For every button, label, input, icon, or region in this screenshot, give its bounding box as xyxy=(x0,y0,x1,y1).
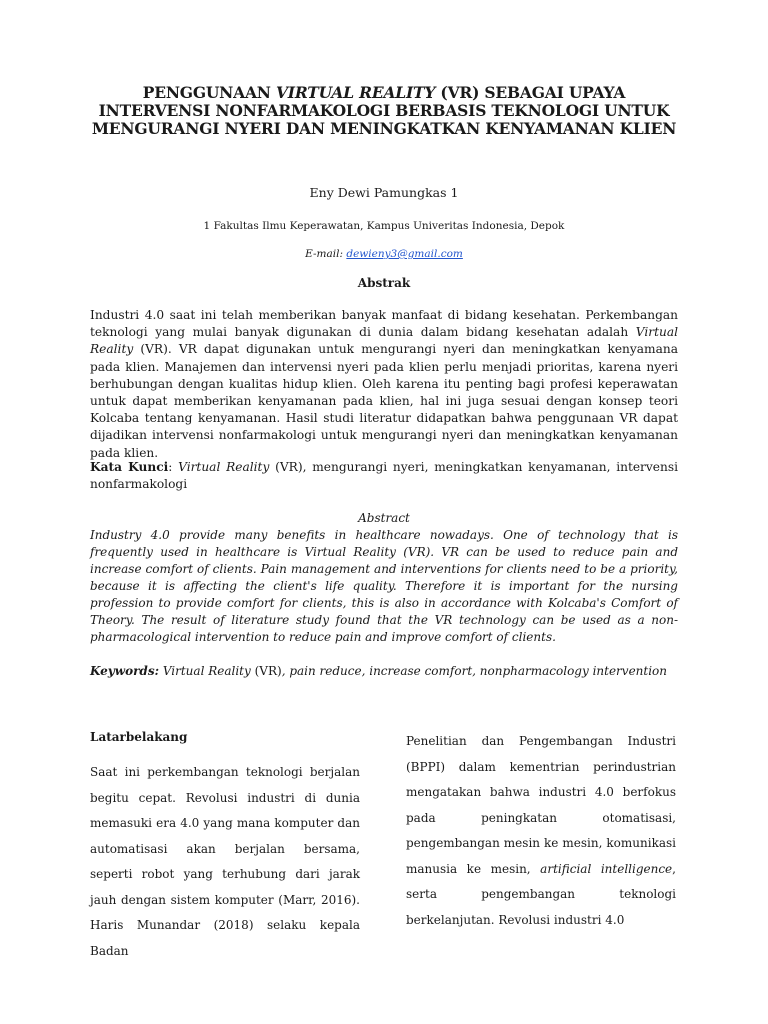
abstrak-heading: Abstrak xyxy=(357,276,411,290)
email-link[interactable]: dewieny3@gmail.com xyxy=(346,248,463,260)
abstract-text: Industry 4.0 provide many benefits in healthcare nowadays. One of technology that is frequently used in healthcare is Virtual Reality (VR). VR can be used to reduce pain and increase comfort of clients. Pain management and interventions for clients need to be a priority, because it is affecting the client's life quality. Therefore it is important for the nursing profession to provide comfort for clients, this is also in accordance with Kolcaba's Comfort of Theory. The result of literature study found that the VR technology can be used as a non-pharmacological intervention to reduce pain and improve comfort of clients. xyxy=(90,528,678,644)
kata-kunci-label: Kata Kunci xyxy=(90,460,169,474)
keywords-label: Keywords: xyxy=(90,664,160,678)
abstrak-text: Industri 4.0 saat ini telah memberikan banyak manfaat di bidang kesehatan. Perkembangan teknologi yang mulai banyak digunakan di dunia dalam bidang kesehatan adalah Virtual Reality (VR). VR dapat digunakan untuk mengurangi nyeri dan meningkatkan kenyamana pada klien. Manajemen dan intervensi nyeri pada klien perlu menjadi prioritas, karena nyeri berhubungan dengan kualitas hidup klien. Oleh karena itu penting bagi profesi keperawatan untuk dapat memberikan kenyamanan pada klien, hal ini juga sesuai dengan konsep teori Kolcaba tentang kenyamanan. Hasil studi literatur didapatkan bahwa penggunaan VR dapat dijadikan intervensi nonfarmakologi untuk mengurangi nyeri dan meningkatkan kenyamanan pada klien. xyxy=(90,308,678,460)
paper-title: PENGGUNAAN VIRTUAL REALITY (VR) SEBAGAI UPAYA INTERVENSI NONFARMAKOLOGI BERBASIS TEKNOLOGI UNTUK MENGURANGI NYERI DAN MENINGKATKAN KENYAMANAN KLIEN xyxy=(91,83,677,138)
author-email xyxy=(90,248,678,260)
kata-kunci: Kata Kunci: Virtual Reality (VR), mengurangi nyeri, meningkatkan kenyamanan, intervensi nonfarmakologi xyxy=(90,460,678,492)
email-label: E-mail: xyxy=(305,248,347,260)
body-right-column: Penelitian dan Pengembangan Industri (BPPI) dalam kementrian perindustrian mengatakan bahwa industri 4.0 berfokus pada peningkatan otomatisasi, pengembangan mesin ke mesin, komunikasi manusia ke mesin, artificial intelligence, serta pengembangan teknologi berkelanjutan. Revolusi industri 4.0 xyxy=(406,734,676,927)
section-heading-latarbelakang: Latarbelakang xyxy=(90,730,188,744)
body-left-column: Saat ini perkembangan teknologi berjalan begitu cepat. Revolusi industri di dunia memasuki era 4.0 yang mana komputer dan automatisasi akan berjalan bersama, seperti robot yang terhubung dari jarak jauh dengan sistem komputer (Marr, 2016). Haris Munandar (2018) selaku kepala Badan xyxy=(90,765,360,958)
keywords: Keywords: Virtual Reality (VR), pain reduce, increase comfort, nonpharmacology intervention xyxy=(90,664,668,678)
author-name: Eny Dewi Pamungkas 1 xyxy=(309,185,459,200)
abstract-heading: Abstract xyxy=(358,511,410,525)
title-italic-term: VIRTUAL REALITY xyxy=(275,83,436,102)
author-affiliation: 1 Fakultas Ilmu Keperawatan, Kampus Univeritas Indonesia, Depok xyxy=(203,220,565,232)
